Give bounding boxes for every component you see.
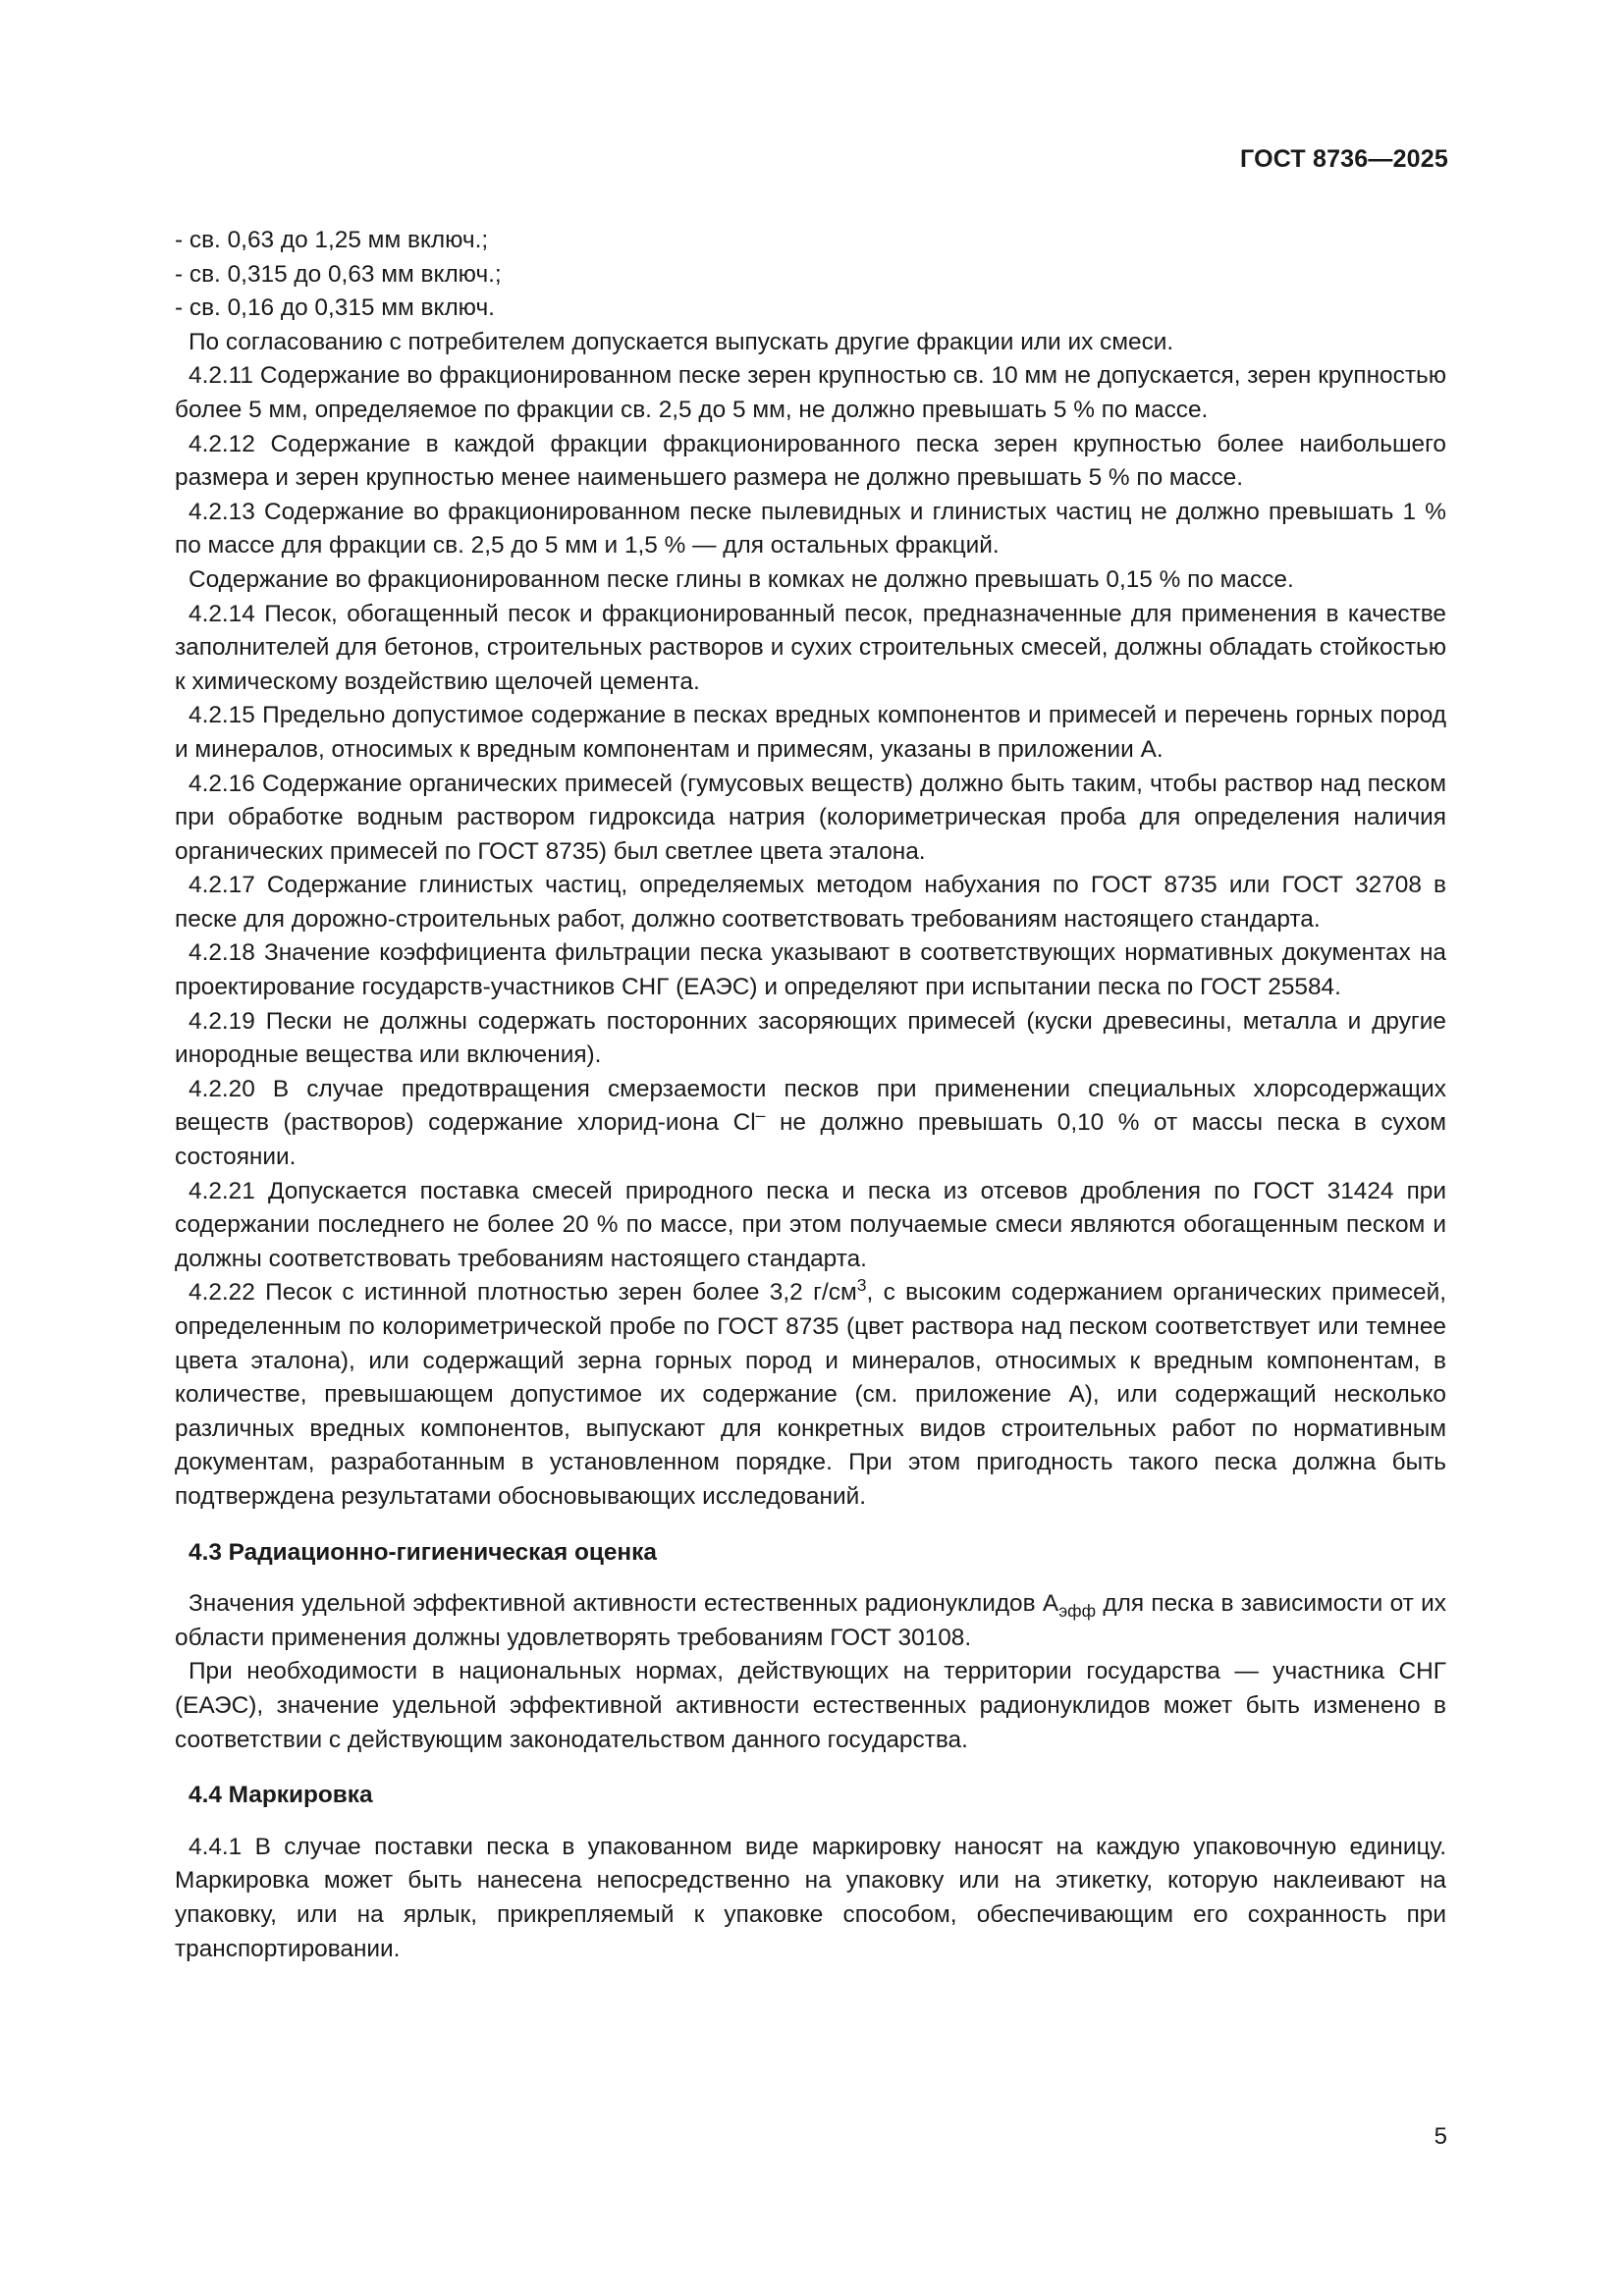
effective-subscript: эфф [1058, 1601, 1097, 1622]
clause-4-2-21: 4.2.21 Допускается поставка смесей природного песка и песка из отсевов дробления по ГОСТ 31424 при содержании последнего не более 20 % по массе, при этом получаемые смеси являются обогащенным песком и должны соответствовать требованиям настоящего стандарта. [175, 1177, 1446, 1272]
list-item-fraction-1: - св. 0,63 до 1,25 мм включ.; [175, 227, 489, 253]
paragraph-4-3-national-norms: При необходимости в национальных нормах, действующих на территории государства — участника СНГ (ЕАЭС), значение удельной эффективной активности естественных радионуклидов может быть изменено в соответствии с действующим законодательством данного государства. [175, 1658, 1446, 1753]
document-header: ГОСТ 8736—2025 [1240, 145, 1448, 173]
paragraph-4-3-text-b: для песка в зависимости от их области применения должны удовлетворять требованиям ГОСТ 30108. [175, 1590, 1446, 1651]
list-item-fraction-2: - св. 0,315 до 0,63 мм включ.; [175, 260, 502, 288]
clause-4-2-22-text-b: , с высоким содержанием органических примесей, определенным по колориметрической пробе по ГОСТ 8735 (цвет раствора над песком соответствует или темнее цвета эталона), или содержащий зерна горных пород и минералов, относимых к вредным компонентам, в количестве, превышающем допустимое их содержание (см. приложение А), или содержащий несколько различных вредных компонентов, выпускают для конкретных видов строительных работ по нормативным документам, разработанным в установленном порядке. При этом пригодность такого песка должна быть подтверждена результатами обосновывающих исследований. [175, 1279, 1447, 1510]
clause-4-2-20-text-a: 4.2.20 В случае предотвращения смерзаемости песков при применении специальных хлорсодержащих веществ (растворов) содержание хлорид-иона Cl [175, 1075, 1446, 1137]
document-body [175, 224, 1446, 1966]
clause-4-2-13: 4.2.13 Содержание во фракционированном песке пылевидных и глинистых частиц не должно превышать 1 % по массе для фракции св. 2,5 до 5 мм и 1,5 % — для остальных фракций. [175, 498, 1446, 560]
clause-4-2-16: 4.2.16 Содержание органических примесей (гумусовых веществ) должно быть таким, чтобы раствор над песком при обработке водным раствором гидроксида натрия (колориметрическая проба для определения наличия органических примесей по ГОСТ 8735) был светлее цвета эталона. [175, 770, 1446, 865]
clause-4-2-20-text-b: не должно превышать 0,10 % от массы песка в сухом состоянии. [175, 1109, 1446, 1171]
clause-4-2-20 [175, 1073, 1446, 1175]
page-number: 5 [1434, 2123, 1447, 2150]
paragraph-4-3-activity [175, 1587, 1446, 1655]
clause-4-2-11: 4.2.11 Содержание во фракционированном песке зерен крупностью св. 10 мм не допускается, зерен крупностью более 5 мм, определяемое по фракции св. 2,5 до 5 мм, не должно превышать 5 % по массе. [175, 362, 1446, 423]
clause-4-2-14: 4.2.14 Песок, обогащенный песок и фракционированный песок, предназначенные для применения в качестве заполнителей для бетонов, строительных растворов и сухих строительных смесей, должны обладать стойкостью к химическому воздействию щелочей цемента. [175, 600, 1446, 695]
clause-4-2-22-text-a: 4.2.22 Песок с истинной плотностью зерен более 3,2 г/см [189, 1279, 857, 1307]
clause-4-2-22 [175, 1276, 1446, 1514]
clause-4-2-13-clay: Содержание во фракционированном песке глины в комках не должно превышать 0,15 % по массе. [189, 565, 1294, 593]
list-item-fraction-3: - св. 0,16 до 0,315 мм включ. [175, 294, 495, 322]
clause-4-2-19: 4.2.19 Пески не должны содержать посторонних засоряющих примесей (куски древесины, металла и другие инородные вещества или включения). [175, 1007, 1446, 1069]
clause-4-2-15: 4.2.15 Предельно допустимое содержание в песках вредных компонентов и примесей и перечень горных пород и минералов, относимых к вредным компонентам и примесям, указаны в приложении А. [175, 702, 1446, 763]
clause-4-2-18: 4.2.18 Значение коэффициента фильтрации песка указывают в соответствующих нормативных документах на проектирование государств-участников СНГ (ЕАЭС) и определяют при испытании песка по ГОСТ 25584. [175, 939, 1446, 1001]
chloride-superscript: – [755, 1105, 766, 1126]
paragraph-other-fractions: По согласованию с потребителем допускается выпускать другие фракции или их смеси. [189, 328, 1174, 355]
clause-4-2-12: 4.2.12 Содержание в каждой фракции фракционированного песка зерен крупностью более наибольшего размера и зерен крупностью менее наименьшего размера не должно превышать 5 % по массе. [175, 430, 1446, 492]
clause-4-2-17: 4.2.17 Содержание глинистых частиц, определяемых методом набухания по ГОСТ 8735 или ГОСТ 32708 в песке для дорожно-строительных работ, должно соответствовать требованиям настоящего стандарта. [175, 872, 1446, 933]
paragraph-4-3-text-a: Значения удельной эффективной активности естественных радионуклидов А [189, 1590, 1059, 1618]
clause-4-4-1: 4.4.1 В случае поставки песка в упакованном виде маркировку наносят на каждую упаковочную единицу. Маркировка может быть нанесена непосредственно на упаковку или на этикетку, которую наклеивают на упаковку, или на ярлык, прикрепляемый к упаковке способом, обеспечивающим его сохранность при транспортировании. [175, 1833, 1446, 1962]
section-heading-4-4: 4.4 Маркировка [189, 1782, 373, 1809]
density-unit-superscript: 3 [856, 1275, 867, 1296]
section-heading-4-3: 4.3 Радиационно-гигиеническая оценка [189, 1538, 657, 1566]
